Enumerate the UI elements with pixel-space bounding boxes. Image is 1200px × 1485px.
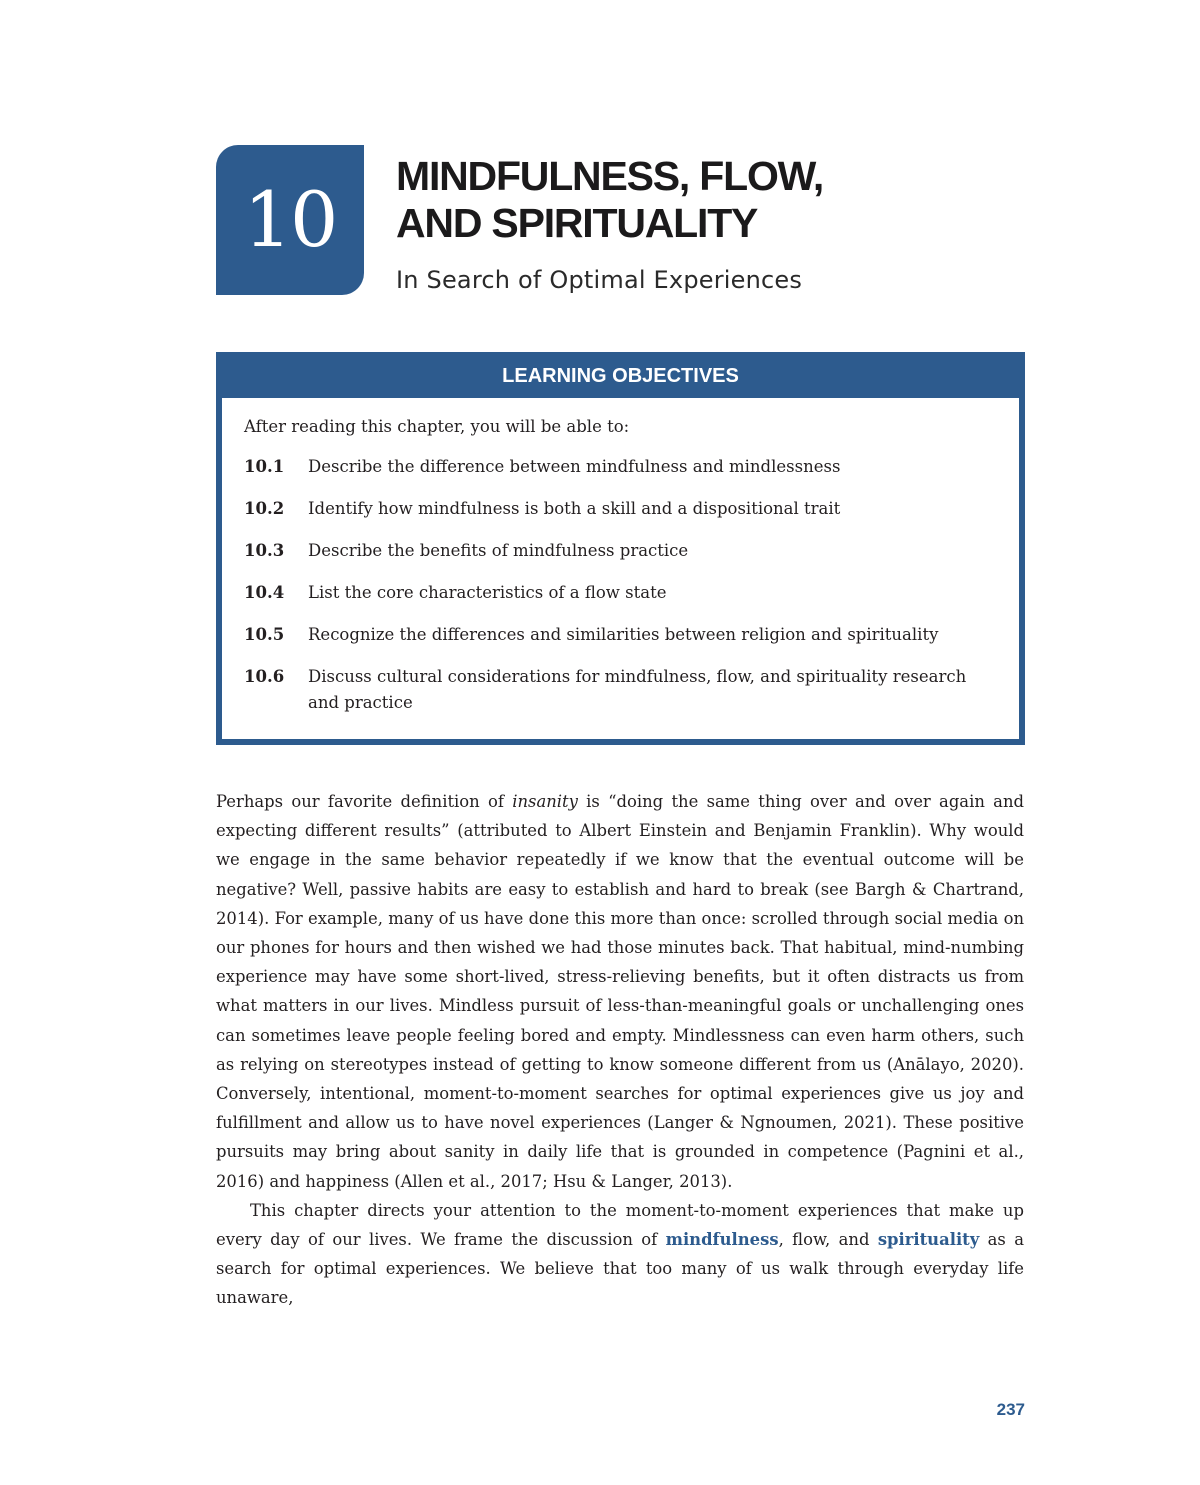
learning-objectives-content (222, 398, 1019, 739)
objective-item (244, 664, 999, 716)
body-text-segment: This chapter directs your attention to the moment-to-moment experiences that make up every day of our lives. We frame the discussion of (216, 1200, 1024, 1250)
body-text-segment: as a search for optimal experiences. We believe that too many of us walk through everyday life unaware, (216, 1230, 1024, 1308)
chapter-title (396, 153, 823, 247)
objective-number: 10.4 (244, 583, 285, 602)
objective-text: List the core characteristics of a flow state (308, 583, 667, 602)
objective-text: Recognize the differences and similarities between religion and spirituality (308, 625, 939, 644)
body-text-segment: is “doing the same thing over and over again and expecting different results” (attributed to Albert Einstein and Benjamin Franklin). Why would we engage in the same behavior repeatedly if we know that the eventual outcome will be negative? Well, passive habits are easy to establish and hard to break (see Bargh & Chartrand, 2014). For example, many of us have done this more than once: scrolled through social media on our phones for hours and then wished we had those minutes back. That habitual, mind-numbing experience may have some short-lived, stress-relieving benefits, but it often distracts us from what matters in our lives. Mindless pursuit of less-than-meaningful goals or unchallenging ones can sometimes leave people feeling bored and empty. Mindlessness can even harm others, such as relying on stereotypes instead of getting to know someone different from us (Anālayo, 2020). Conversely, intentional, moment-to-moment searches for optimal experiences give us joy and fulfillment and allow us to have novel experiences (Langer & Ngnoumen, 2021). These positive pursuits may bring about sanity in daily life that is grounded in competence (Pagnini et al., 2016) and happiness (Allen et al., 2017; Hsu & Langer, 2013). (216, 792, 1024, 1191)
chapter-subtitle: In Search of Optimal Experiences (396, 266, 803, 294)
body-text-segment: Perhaps our favorite definition of (216, 792, 513, 811)
emphasis-insanity: insanity (512, 792, 578, 811)
objective-item (244, 496, 999, 522)
objective-text: Describe the benefits of mindfulness practice (308, 541, 689, 560)
key-term-mindfulness: mindfulness (665, 1230, 779, 1250)
body-text-segment: , flow, and (778, 1230, 878, 1250)
chapter-title-line-1: MINDFULNESS, FLOW, (396, 153, 824, 199)
objective-item (244, 580, 999, 606)
chapter-body (216, 787, 1024, 1313)
body-paragraph-1 (216, 787, 1024, 1196)
learning-objectives-heading: LEARNING OBJECTIVES (502, 365, 739, 387)
learning-objectives-box (216, 352, 1025, 745)
objective-text: Describe the difference between mindfulness and mindlessness (308, 457, 841, 476)
objective-number: 10.6 (244, 667, 285, 686)
page-number: 237 (996, 1400, 1025, 1419)
objective-item (244, 454, 999, 480)
objective-number: 10.1 (244, 457, 285, 476)
objective-number: 10.3 (244, 541, 285, 560)
body-paragraph-2 (216, 1196, 1024, 1313)
key-term-spirituality: spirituality (877, 1230, 980, 1250)
learning-objectives-intro: After reading this chapter, you will be able to: (244, 417, 630, 436)
objective-text: Discuss cultural considerations for mindfulness, flow, and spirituality research and practice (308, 667, 967, 712)
objective-item (244, 622, 999, 648)
objective-text: Identify how mindfulness is both a skill and a dispositional trait (308, 499, 841, 518)
chapter-title-line-2: AND SPIRITUALITY (396, 200, 758, 246)
objective-item (244, 538, 999, 564)
objective-number: 10.2 (244, 499, 285, 518)
objective-number: 10.5 (244, 625, 285, 644)
chapter-number-badge: 10 (216, 145, 364, 295)
